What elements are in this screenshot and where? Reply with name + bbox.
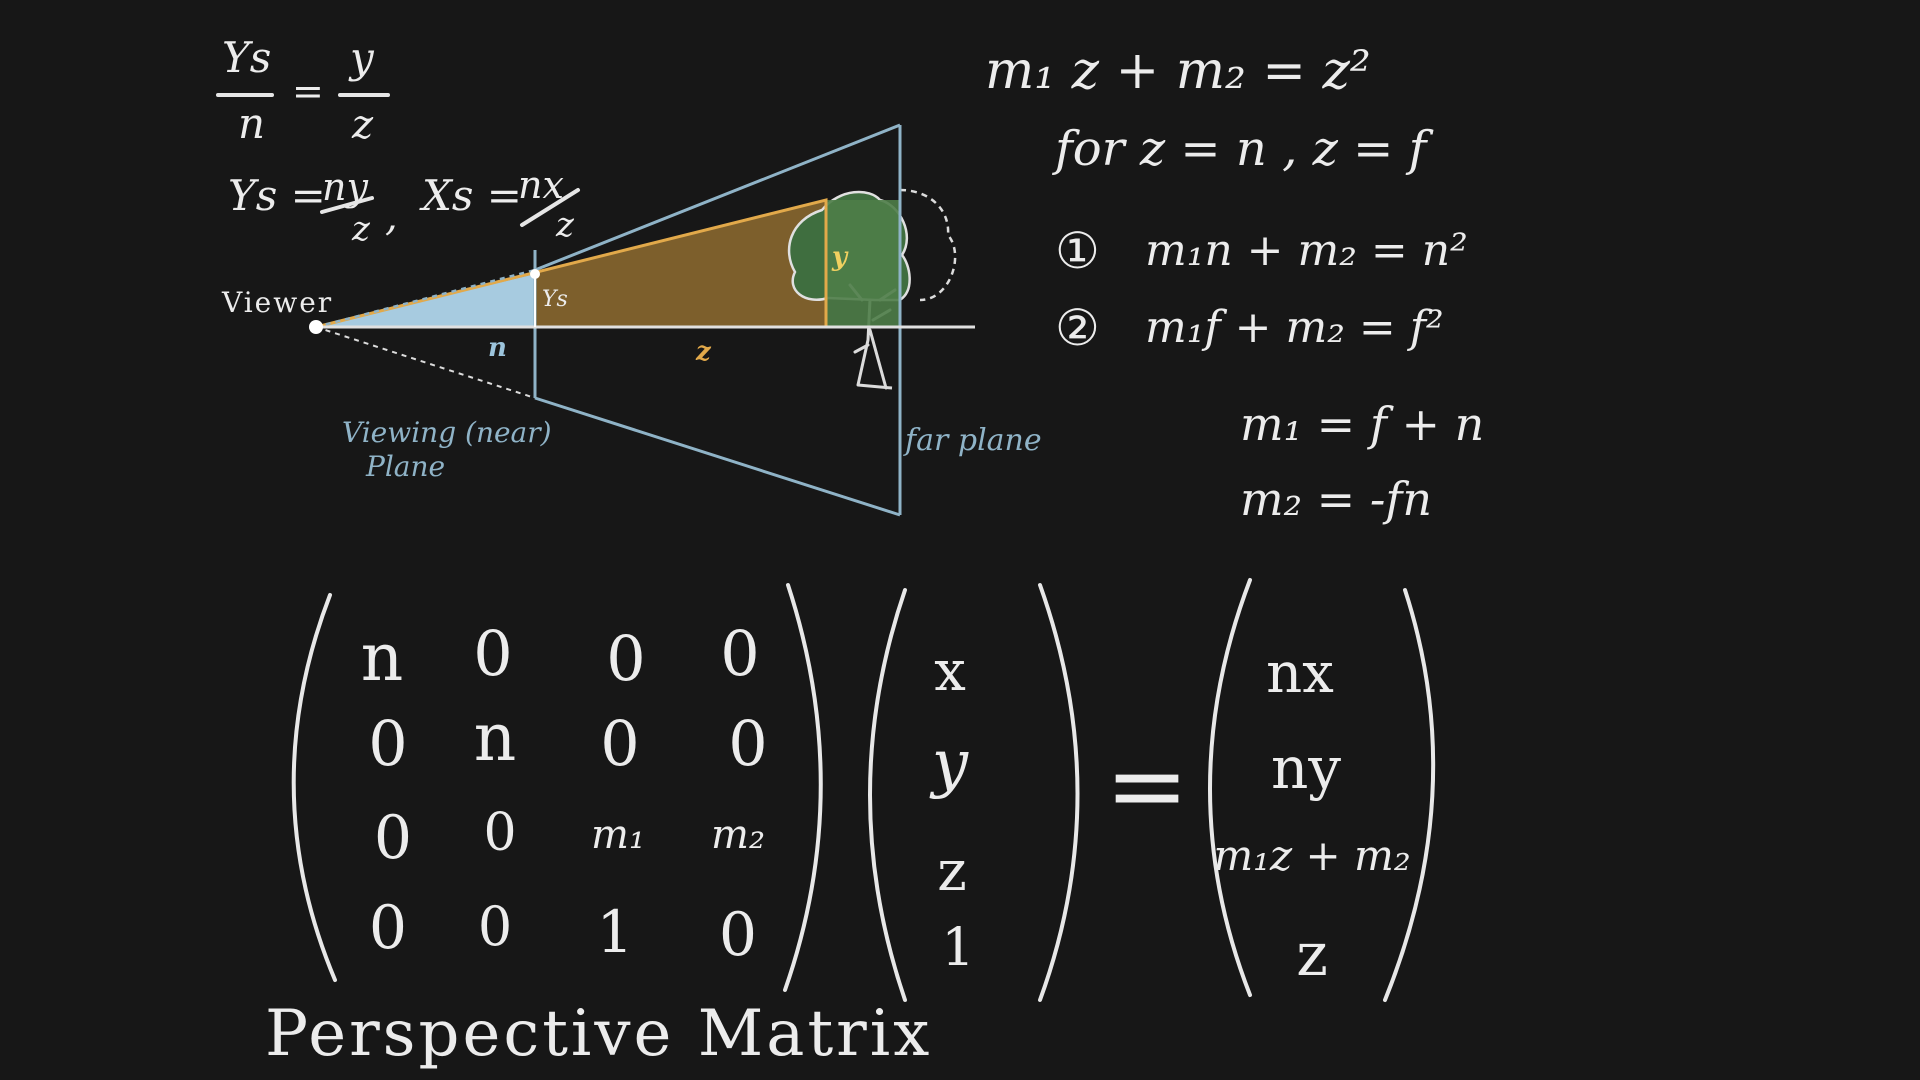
- matrix-cell: 0: [368, 893, 408, 963]
- vector-cell: x: [934, 639, 966, 704]
- y-label: y: [832, 242, 848, 272]
- result-cell: nx: [1266, 641, 1334, 706]
- xs-num: nx: [518, 163, 564, 207]
- vector-cell: z: [937, 839, 967, 904]
- result-cell: ny: [1270, 734, 1342, 802]
- eq2-marker: ②: [1055, 299, 1100, 357]
- matrix-cell: 0: [368, 707, 408, 780]
- main-equation: m₁ z + m₂ = z²: [985, 41, 1371, 101]
- matrix-cell: 1: [596, 898, 634, 966]
- viewer-label: Viewer: [222, 286, 334, 319]
- matrix-cell: 0: [606, 622, 646, 695]
- caption: Perspective Matrix: [265, 997, 933, 1071]
- screen-coords-equation: [228, 163, 578, 249]
- matrix-equals: =: [1105, 727, 1189, 844]
- ys-label: Ys: [542, 287, 568, 312]
- ys-lhs: Ys =: [228, 171, 326, 220]
- n-label: n: [488, 333, 507, 363]
- matrix-cell: m₂: [711, 812, 765, 858]
- near-plane-label-line1: Viewing (near): [342, 416, 552, 449]
- matrix-cell: 0: [373, 803, 413, 873]
- projected-point: [530, 269, 540, 279]
- xs-lhs: Xs =: [422, 171, 522, 220]
- ratio-num-right: y: [350, 33, 374, 82]
- matrix-cell: 0: [720, 617, 760, 690]
- m2-solution: m₂ = -fn: [1240, 472, 1433, 526]
- result-cell: m₁z + m₂: [1213, 831, 1411, 880]
- matrix-cell: 0: [473, 617, 513, 690]
- matrix-cell: n: [360, 619, 404, 696]
- ratio-equation: [218, 33, 388, 148]
- matrix-right-paren: [785, 585, 821, 990]
- matrix-cell: 0: [483, 803, 517, 863]
- viewer-eye-point: [309, 320, 323, 334]
- far-plane-label: far plane: [905, 423, 1042, 458]
- m1-solution: m₁ = f + n: [1240, 397, 1485, 451]
- matrix-cell: 0: [477, 895, 513, 958]
- matrix-cell: 0: [728, 707, 768, 780]
- ys-den: z: [352, 209, 370, 249]
- matrix-cell: n: [473, 699, 517, 776]
- matrix-cell: 0: [600, 707, 640, 780]
- vector-left-paren: [870, 590, 905, 1000]
- eq2-text: m₁f + m₂ = f²: [1145, 302, 1444, 353]
- matrix-left-paren: [294, 595, 335, 980]
- eq1-text: m₁n + m₂ = n²: [1145, 225, 1468, 276]
- derivation: [985, 41, 1484, 526]
- result-cell: z: [1296, 920, 1328, 990]
- eq1-marker: ①: [1055, 222, 1100, 280]
- vector-cell: y: [931, 727, 969, 801]
- result-left-paren: [1210, 580, 1250, 995]
- vector-right-paren: [1040, 585, 1078, 1000]
- frustum-bottom-edge: [535, 398, 900, 515]
- ratio-den-left: n: [238, 99, 266, 148]
- matrix-equation: [294, 580, 1433, 1000]
- ratio-den-right: z: [352, 102, 374, 148]
- matrix-cell: 0: [718, 900, 758, 970]
- condition-text: for z = n , z = f: [1055, 121, 1427, 177]
- z-label: z: [696, 337, 711, 367]
- comma: ,: [385, 194, 398, 240]
- xs-den: z: [556, 205, 574, 245]
- ratio-equals: =: [292, 69, 324, 113]
- result-right-paren: [1385, 590, 1433, 1000]
- ratio-num-left: Ys: [222, 33, 272, 82]
- near-plane-label-line2: Plane: [366, 450, 446, 483]
- vector-cell: 1: [941, 918, 975, 978]
- matrix-cell: m₁: [591, 812, 645, 858]
- ys-num: ny: [322, 165, 368, 209]
